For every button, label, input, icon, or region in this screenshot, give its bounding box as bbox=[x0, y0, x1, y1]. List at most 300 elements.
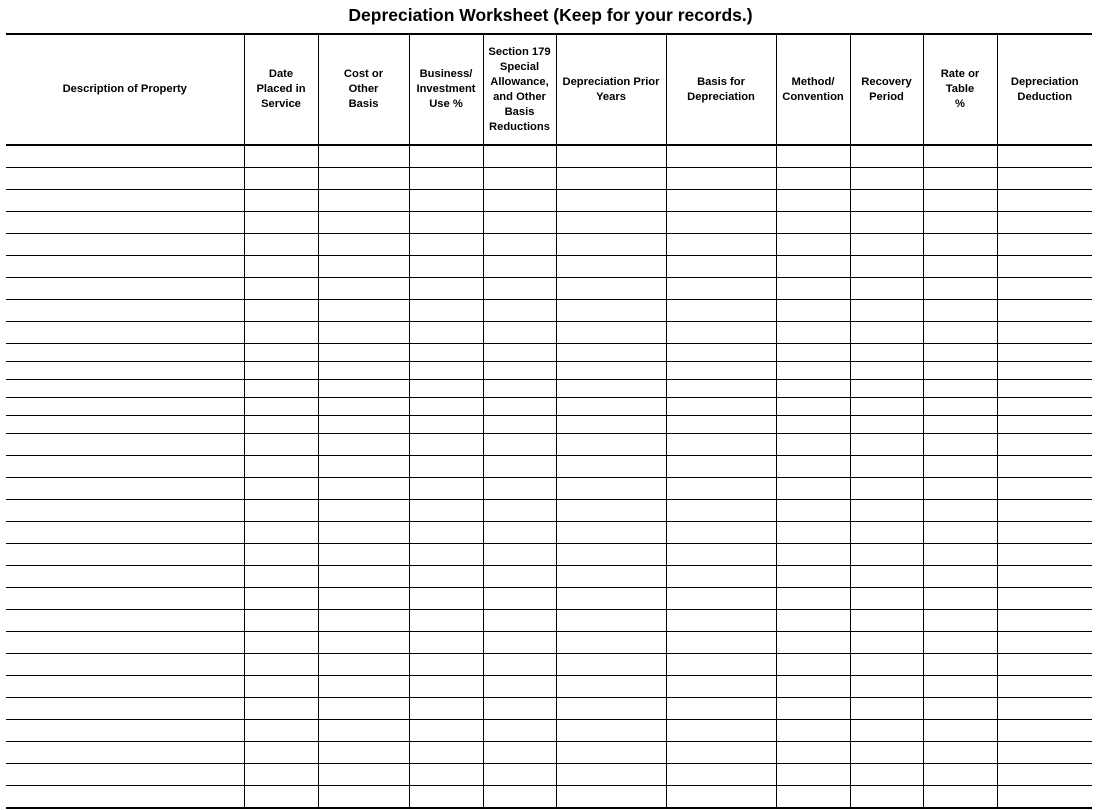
entry-cell[interactable] bbox=[997, 522, 1092, 544]
entry-cell[interactable] bbox=[923, 456, 997, 478]
entry-cell[interactable] bbox=[244, 698, 318, 720]
entry-cell[interactable] bbox=[776, 478, 850, 500]
entry-cell[interactable] bbox=[776, 456, 850, 478]
entry-cell[interactable] bbox=[666, 300, 776, 322]
entry-cell[interactable] bbox=[409, 544, 483, 566]
entry-cell[interactable] bbox=[244, 742, 318, 764]
entry-cell[interactable] bbox=[923, 742, 997, 764]
entry-cell[interactable] bbox=[6, 742, 244, 764]
entry-cell[interactable] bbox=[556, 322, 666, 344]
entry-cell[interactable] bbox=[483, 344, 556, 362]
entry-cell[interactable] bbox=[6, 362, 244, 380]
entry-cell[interactable] bbox=[409, 478, 483, 500]
entry-cell[interactable] bbox=[666, 322, 776, 344]
entry-cell[interactable] bbox=[850, 786, 923, 809]
entry-cell[interactable] bbox=[776, 588, 850, 610]
entry-cell[interactable] bbox=[776, 566, 850, 588]
entry-cell[interactable] bbox=[556, 544, 666, 566]
entry-cell[interactable] bbox=[244, 278, 318, 300]
entry-cell[interactable] bbox=[409, 786, 483, 809]
entry-cell[interactable] bbox=[6, 398, 244, 416]
entry-cell[interactable] bbox=[556, 300, 666, 322]
entry-cell[interactable] bbox=[666, 610, 776, 632]
entry-cell[interactable] bbox=[483, 786, 556, 809]
entry-cell[interactable] bbox=[244, 434, 318, 456]
entry-cell[interactable] bbox=[244, 212, 318, 234]
entry-cell[interactable] bbox=[850, 632, 923, 654]
entry-cell[interactable] bbox=[244, 654, 318, 676]
entry-cell[interactable] bbox=[850, 566, 923, 588]
entry-cell[interactable] bbox=[483, 145, 556, 168]
entry-cell[interactable] bbox=[244, 344, 318, 362]
entry-cell[interactable] bbox=[666, 786, 776, 809]
entry-cell[interactable] bbox=[483, 256, 556, 278]
entry-cell[interactable] bbox=[776, 434, 850, 456]
entry-cell[interactable] bbox=[409, 322, 483, 344]
entry-cell[interactable] bbox=[6, 764, 244, 786]
entry-cell[interactable] bbox=[776, 322, 850, 344]
entry-cell[interactable] bbox=[483, 654, 556, 676]
entry-cell[interactable] bbox=[923, 212, 997, 234]
entry-cell[interactable] bbox=[666, 742, 776, 764]
entry-cell[interactable] bbox=[409, 654, 483, 676]
entry-cell[interactable] bbox=[997, 234, 1092, 256]
entry-cell[interactable] bbox=[923, 522, 997, 544]
entry-cell[interactable] bbox=[997, 256, 1092, 278]
entry-cell[interactable] bbox=[483, 362, 556, 380]
entry-cell[interactable] bbox=[483, 698, 556, 720]
entry-cell[interactable] bbox=[776, 380, 850, 398]
entry-cell[interactable] bbox=[483, 190, 556, 212]
entry-cell[interactable] bbox=[666, 398, 776, 416]
entry-cell[interactable] bbox=[244, 362, 318, 380]
entry-cell[interactable] bbox=[409, 588, 483, 610]
entry-cell[interactable] bbox=[409, 764, 483, 786]
entry-cell[interactable] bbox=[318, 190, 409, 212]
entry-cell[interactable] bbox=[6, 478, 244, 500]
entry-cell[interactable] bbox=[850, 654, 923, 676]
entry-cell[interactable] bbox=[409, 416, 483, 434]
entry-cell[interactable] bbox=[483, 434, 556, 456]
entry-cell[interactable] bbox=[318, 544, 409, 566]
entry-cell[interactable] bbox=[666, 145, 776, 168]
entry-cell[interactable] bbox=[318, 145, 409, 168]
entry-cell[interactable] bbox=[318, 742, 409, 764]
entry-cell[interactable] bbox=[776, 698, 850, 720]
entry-cell[interactable] bbox=[666, 566, 776, 588]
entry-cell[interactable] bbox=[409, 300, 483, 322]
entry-cell[interactable] bbox=[850, 256, 923, 278]
entry-cell[interactable] bbox=[923, 588, 997, 610]
entry-cell[interactable] bbox=[666, 278, 776, 300]
entry-cell[interactable] bbox=[850, 456, 923, 478]
entry-cell[interactable] bbox=[483, 416, 556, 434]
entry-cell[interactable] bbox=[556, 786, 666, 809]
entry-cell[interactable] bbox=[409, 344, 483, 362]
entry-cell[interactable] bbox=[666, 362, 776, 380]
entry-cell[interactable] bbox=[409, 456, 483, 478]
entry-cell[interactable] bbox=[556, 256, 666, 278]
entry-cell[interactable] bbox=[483, 478, 556, 500]
entry-cell[interactable] bbox=[666, 764, 776, 786]
entry-cell[interactable] bbox=[666, 256, 776, 278]
entry-cell[interactable] bbox=[244, 380, 318, 398]
entry-cell[interactable] bbox=[6, 456, 244, 478]
entry-cell[interactable] bbox=[483, 522, 556, 544]
entry-cell[interactable] bbox=[850, 190, 923, 212]
entry-cell[interactable] bbox=[244, 256, 318, 278]
entry-cell[interactable] bbox=[923, 256, 997, 278]
entry-cell[interactable] bbox=[318, 322, 409, 344]
entry-cell[interactable] bbox=[776, 632, 850, 654]
entry-cell[interactable] bbox=[556, 742, 666, 764]
entry-cell[interactable] bbox=[923, 566, 997, 588]
entry-cell[interactable] bbox=[850, 698, 923, 720]
entry-cell[interactable] bbox=[997, 500, 1092, 522]
entry-cell[interactable] bbox=[556, 398, 666, 416]
entry-cell[interactable] bbox=[850, 720, 923, 742]
entry-cell[interactable] bbox=[923, 698, 997, 720]
entry-cell[interactable] bbox=[483, 300, 556, 322]
entry-cell[interactable] bbox=[997, 190, 1092, 212]
entry-cell[interactable] bbox=[556, 676, 666, 698]
entry-cell[interactable] bbox=[6, 168, 244, 190]
entry-cell[interactable] bbox=[666, 416, 776, 434]
entry-cell[interactable] bbox=[556, 588, 666, 610]
entry-cell[interactable] bbox=[997, 434, 1092, 456]
entry-cell[interactable] bbox=[850, 344, 923, 362]
entry-cell[interactable] bbox=[483, 764, 556, 786]
entry-cell[interactable] bbox=[923, 654, 997, 676]
entry-cell[interactable] bbox=[6, 234, 244, 256]
entry-cell[interactable] bbox=[6, 544, 244, 566]
entry-cell[interactable] bbox=[556, 764, 666, 786]
entry-cell[interactable] bbox=[997, 322, 1092, 344]
entry-cell[interactable] bbox=[776, 786, 850, 809]
entry-cell[interactable] bbox=[6, 720, 244, 742]
entry-cell[interactable] bbox=[6, 588, 244, 610]
entry-cell[interactable] bbox=[318, 300, 409, 322]
entry-cell[interactable] bbox=[666, 380, 776, 398]
entry-cell[interactable] bbox=[244, 764, 318, 786]
entry-cell[interactable] bbox=[666, 500, 776, 522]
entry-cell[interactable] bbox=[556, 610, 666, 632]
entry-cell[interactable] bbox=[850, 168, 923, 190]
entry-cell[interactable] bbox=[776, 362, 850, 380]
entry-cell[interactable] bbox=[776, 522, 850, 544]
entry-cell[interactable] bbox=[244, 720, 318, 742]
entry-cell[interactable] bbox=[556, 698, 666, 720]
entry-cell[interactable] bbox=[318, 398, 409, 416]
entry-cell[interactable] bbox=[6, 610, 244, 632]
entry-cell[interactable] bbox=[997, 544, 1092, 566]
entry-cell[interactable] bbox=[318, 500, 409, 522]
entry-cell[interactable] bbox=[923, 544, 997, 566]
entry-cell[interactable] bbox=[923, 610, 997, 632]
entry-cell[interactable] bbox=[409, 676, 483, 698]
entry-cell[interactable] bbox=[556, 380, 666, 398]
entry-cell[interactable] bbox=[850, 610, 923, 632]
entry-cell[interactable] bbox=[483, 500, 556, 522]
entry-cell[interactable] bbox=[556, 212, 666, 234]
entry-cell[interactable] bbox=[409, 610, 483, 632]
entry-cell[interactable] bbox=[483, 456, 556, 478]
entry-cell[interactable] bbox=[409, 234, 483, 256]
entry-cell[interactable] bbox=[776, 278, 850, 300]
entry-cell[interactable] bbox=[318, 654, 409, 676]
entry-cell[interactable] bbox=[244, 398, 318, 416]
entry-cell[interactable] bbox=[244, 786, 318, 809]
entry-cell[interactable] bbox=[923, 416, 997, 434]
entry-cell[interactable] bbox=[666, 676, 776, 698]
entry-cell[interactable] bbox=[318, 478, 409, 500]
entry-cell[interactable] bbox=[556, 500, 666, 522]
entry-cell[interactable] bbox=[483, 588, 556, 610]
entry-cell[interactable] bbox=[6, 676, 244, 698]
entry-cell[interactable] bbox=[483, 278, 556, 300]
entry-cell[interactable] bbox=[666, 478, 776, 500]
entry-cell[interactable] bbox=[850, 362, 923, 380]
entry-cell[interactable] bbox=[318, 344, 409, 362]
entry-cell[interactable] bbox=[318, 786, 409, 809]
entry-cell[interactable] bbox=[483, 234, 556, 256]
entry-cell[interactable] bbox=[318, 168, 409, 190]
entry-cell[interactable] bbox=[483, 168, 556, 190]
entry-cell[interactable] bbox=[776, 234, 850, 256]
entry-cell[interactable] bbox=[923, 478, 997, 500]
entry-cell[interactable] bbox=[776, 416, 850, 434]
entry-cell[interactable] bbox=[318, 434, 409, 456]
entry-cell[interactable] bbox=[556, 168, 666, 190]
entry-cell[interactable] bbox=[483, 676, 556, 698]
entry-cell[interactable] bbox=[409, 256, 483, 278]
entry-cell[interactable] bbox=[850, 500, 923, 522]
entry-cell[interactable] bbox=[776, 256, 850, 278]
entry-cell[interactable] bbox=[556, 344, 666, 362]
entry-cell[interactable] bbox=[997, 566, 1092, 588]
entry-cell[interactable] bbox=[483, 322, 556, 344]
entry-cell[interactable] bbox=[923, 190, 997, 212]
entry-cell[interactable] bbox=[409, 500, 483, 522]
entry-cell[interactable] bbox=[776, 145, 850, 168]
entry-cell[interactable] bbox=[409, 742, 483, 764]
entry-cell[interactable] bbox=[997, 588, 1092, 610]
entry-cell[interactable] bbox=[850, 300, 923, 322]
entry-cell[interactable] bbox=[997, 720, 1092, 742]
entry-cell[interactable] bbox=[923, 764, 997, 786]
entry-cell[interactable] bbox=[776, 544, 850, 566]
entry-cell[interactable] bbox=[850, 278, 923, 300]
entry-cell[interactable] bbox=[666, 344, 776, 362]
entry-cell[interactable] bbox=[318, 362, 409, 380]
entry-cell[interactable] bbox=[666, 720, 776, 742]
entry-cell[interactable] bbox=[409, 632, 483, 654]
entry-cell[interactable] bbox=[666, 434, 776, 456]
entry-cell[interactable] bbox=[483, 380, 556, 398]
entry-cell[interactable] bbox=[318, 380, 409, 398]
entry-cell[interactable] bbox=[997, 786, 1092, 809]
entry-cell[interactable] bbox=[776, 676, 850, 698]
entry-cell[interactable] bbox=[666, 698, 776, 720]
entry-cell[interactable] bbox=[997, 300, 1092, 322]
entry-cell[interactable] bbox=[850, 742, 923, 764]
entry-cell[interactable] bbox=[997, 145, 1092, 168]
entry-cell[interactable] bbox=[409, 168, 483, 190]
entry-cell[interactable] bbox=[776, 168, 850, 190]
entry-cell[interactable] bbox=[850, 478, 923, 500]
entry-cell[interactable] bbox=[6, 522, 244, 544]
entry-cell[interactable] bbox=[776, 742, 850, 764]
entry-cell[interactable] bbox=[6, 278, 244, 300]
entry-cell[interactable] bbox=[997, 416, 1092, 434]
entry-cell[interactable] bbox=[483, 212, 556, 234]
entry-cell[interactable] bbox=[923, 168, 997, 190]
entry-cell[interactable] bbox=[6, 322, 244, 344]
entry-cell[interactable] bbox=[997, 362, 1092, 380]
entry-cell[interactable] bbox=[409, 212, 483, 234]
entry-cell[interactable] bbox=[244, 456, 318, 478]
entry-cell[interactable] bbox=[923, 234, 997, 256]
entry-cell[interactable] bbox=[556, 434, 666, 456]
entry-cell[interactable] bbox=[483, 544, 556, 566]
entry-cell[interactable] bbox=[997, 344, 1092, 362]
entry-cell[interactable] bbox=[997, 398, 1092, 416]
entry-cell[interactable] bbox=[483, 720, 556, 742]
entry-cell[interactable] bbox=[997, 610, 1092, 632]
entry-cell[interactable] bbox=[850, 416, 923, 434]
entry-cell[interactable] bbox=[409, 190, 483, 212]
entry-cell[interactable] bbox=[850, 234, 923, 256]
entry-cell[interactable] bbox=[556, 362, 666, 380]
entry-cell[interactable] bbox=[850, 212, 923, 234]
entry-cell[interactable] bbox=[556, 632, 666, 654]
entry-cell[interactable] bbox=[483, 398, 556, 416]
entry-cell[interactable] bbox=[6, 416, 244, 434]
entry-cell[interactable] bbox=[318, 610, 409, 632]
entry-cell[interactable] bbox=[923, 278, 997, 300]
entry-cell[interactable] bbox=[409, 145, 483, 168]
entry-cell[interactable] bbox=[776, 190, 850, 212]
entry-cell[interactable] bbox=[6, 632, 244, 654]
entry-cell[interactable] bbox=[556, 278, 666, 300]
entry-cell[interactable] bbox=[923, 362, 997, 380]
entry-cell[interactable] bbox=[923, 720, 997, 742]
entry-cell[interactable] bbox=[776, 654, 850, 676]
entry-cell[interactable] bbox=[483, 632, 556, 654]
entry-cell[interactable] bbox=[666, 522, 776, 544]
entry-cell[interactable] bbox=[244, 588, 318, 610]
entry-cell[interactable] bbox=[923, 380, 997, 398]
entry-cell[interactable] bbox=[850, 588, 923, 610]
entry-cell[interactable] bbox=[244, 544, 318, 566]
entry-cell[interactable] bbox=[483, 566, 556, 588]
entry-cell[interactable] bbox=[409, 398, 483, 416]
entry-cell[interactable] bbox=[556, 234, 666, 256]
entry-cell[interactable] bbox=[6, 654, 244, 676]
entry-cell[interactable] bbox=[409, 720, 483, 742]
entry-cell[interactable] bbox=[556, 416, 666, 434]
entry-cell[interactable] bbox=[244, 500, 318, 522]
entry-cell[interactable] bbox=[666, 212, 776, 234]
entry-cell[interactable] bbox=[409, 434, 483, 456]
entry-cell[interactable] bbox=[6, 300, 244, 322]
entry-cell[interactable] bbox=[318, 588, 409, 610]
entry-cell[interactable] bbox=[6, 256, 244, 278]
entry-cell[interactable] bbox=[850, 676, 923, 698]
entry-cell[interactable] bbox=[556, 566, 666, 588]
entry-cell[interactable] bbox=[483, 742, 556, 764]
entry-cell[interactable] bbox=[997, 764, 1092, 786]
entry-cell[interactable] bbox=[6, 344, 244, 362]
entry-cell[interactable] bbox=[244, 234, 318, 256]
entry-cell[interactable] bbox=[923, 398, 997, 416]
entry-cell[interactable] bbox=[318, 698, 409, 720]
entry-cell[interactable] bbox=[776, 500, 850, 522]
entry-cell[interactable] bbox=[318, 522, 409, 544]
entry-cell[interactable] bbox=[556, 522, 666, 544]
entry-cell[interactable] bbox=[318, 456, 409, 478]
entry-cell[interactable] bbox=[318, 256, 409, 278]
entry-cell[interactable] bbox=[556, 720, 666, 742]
entry-cell[interactable] bbox=[6, 566, 244, 588]
entry-cell[interactable] bbox=[850, 398, 923, 416]
entry-cell[interactable] bbox=[923, 632, 997, 654]
entry-cell[interactable] bbox=[850, 544, 923, 566]
entry-cell[interactable] bbox=[666, 456, 776, 478]
entry-cell[interactable] bbox=[318, 632, 409, 654]
entry-cell[interactable] bbox=[923, 145, 997, 168]
entry-cell[interactable] bbox=[244, 522, 318, 544]
entry-cell[interactable] bbox=[244, 190, 318, 212]
entry-cell[interactable] bbox=[318, 764, 409, 786]
entry-cell[interactable] bbox=[666, 190, 776, 212]
entry-cell[interactable] bbox=[244, 300, 318, 322]
entry-cell[interactable] bbox=[997, 698, 1092, 720]
entry-cell[interactable] bbox=[244, 632, 318, 654]
entry-cell[interactable] bbox=[318, 416, 409, 434]
entry-cell[interactable] bbox=[409, 362, 483, 380]
entry-cell[interactable] bbox=[997, 212, 1092, 234]
entry-cell[interactable] bbox=[997, 456, 1092, 478]
entry-cell[interactable] bbox=[776, 610, 850, 632]
entry-cell[interactable] bbox=[923, 344, 997, 362]
entry-cell[interactable] bbox=[776, 764, 850, 786]
entry-cell[interactable] bbox=[923, 434, 997, 456]
entry-cell[interactable] bbox=[850, 380, 923, 398]
entry-cell[interactable] bbox=[244, 168, 318, 190]
entry-cell[interactable] bbox=[666, 632, 776, 654]
entry-cell[interactable] bbox=[776, 212, 850, 234]
entry-cell[interactable] bbox=[244, 145, 318, 168]
entry-cell[interactable] bbox=[6, 786, 244, 809]
entry-cell[interactable] bbox=[997, 380, 1092, 398]
entry-cell[interactable] bbox=[923, 500, 997, 522]
entry-cell[interactable] bbox=[244, 322, 318, 344]
entry-cell[interactable] bbox=[556, 478, 666, 500]
entry-cell[interactable] bbox=[556, 145, 666, 168]
entry-cell[interactable] bbox=[409, 522, 483, 544]
entry-cell[interactable] bbox=[997, 168, 1092, 190]
entry-cell[interactable] bbox=[409, 566, 483, 588]
entry-cell[interactable] bbox=[318, 566, 409, 588]
entry-cell[interactable] bbox=[923, 786, 997, 809]
entry-cell[interactable] bbox=[6, 380, 244, 398]
entry-cell[interactable] bbox=[776, 398, 850, 416]
entry-cell[interactable] bbox=[776, 300, 850, 322]
entry-cell[interactable] bbox=[409, 698, 483, 720]
entry-cell[interactable] bbox=[666, 654, 776, 676]
entry-cell[interactable] bbox=[318, 676, 409, 698]
